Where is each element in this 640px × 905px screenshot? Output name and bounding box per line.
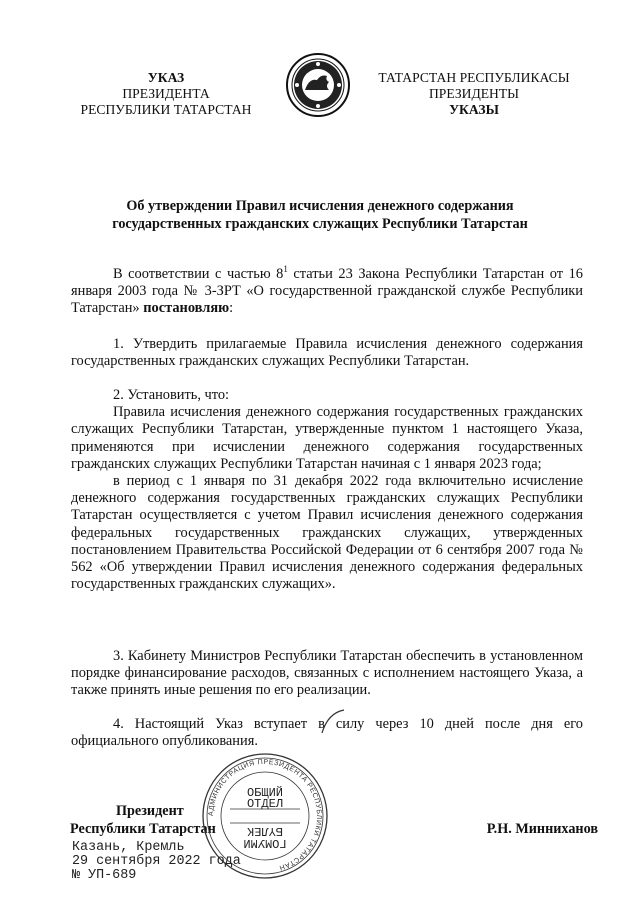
preamble-part1: В соответствии с частью 8 (113, 266, 284, 282)
item-3-text: 3. Кабинету Министров Республики Татарстан обеспечить в установленном порядке финансирование расходов, связанных с исполнением настоящего Указа, а также принять иные решения по его реализации. (71, 648, 583, 699)
document-title (70, 198, 570, 233)
header-right-line3: УКАЗЫ (449, 102, 499, 117)
stamp-line3: ГОМУМИ (243, 836, 287, 850)
header-left-line3: РЕСПУБЛИКИ ТАТАРСТАН (80, 102, 252, 117)
stamp-line2: ОТДЕЛ (246, 797, 284, 811)
header-right-line2: ПРЕЗИДЕНТЫ (428, 86, 520, 101)
header-right (358, 70, 590, 118)
preamble-part2: статьи 23 Закона Республики Татарстан от 16 января 2003 года № 3-ЗРТ «О государственной гражданской службе Республики Татарстан» (71, 266, 584, 317)
item-1 (71, 336, 583, 370)
meta-place: Казань, Кремль (72, 840, 185, 855)
meta-number: № УП-689 (72, 867, 137, 883)
signature-name: Р.Н. Минниханов (486, 821, 598, 837)
item-2-head: 2. Установить, что: (113, 387, 230, 403)
stamp-ring-text: АДМИНИСТРАЦИЯ ПРЕЗИДЕНТА РЕСПУБЛИКИ ТАТАРСТАН (207, 758, 323, 872)
item-2 (71, 387, 583, 593)
coat-of-arms-icon (285, 52, 351, 118)
registration-info (72, 841, 241, 882)
stamp-line1: ОБЩИЙ (246, 786, 284, 800)
title-line2: государственных гражданских служащих Республики Татарстан (112, 215, 528, 232)
signature-title-line2: Республики Татарстан (70, 821, 216, 837)
title-line1: Об утверждении Правил исчисления денежного содержания (126, 198, 514, 214)
header-left (60, 70, 272, 118)
preamble (71, 266, 583, 318)
item-2-para1: Правила исчисления денежного содержания государственных гражданских служащих Республики Татарстан, утвержденные пунктом 1 настоящего Указа, применяются при исчислении денежного содержания государственных гражданских служащих Республики Татарстан начиная с 1 января 2023 года; (71, 404, 583, 472)
stamp-line4: БҮЛЕК (246, 824, 284, 838)
preamble-sup: 1 (283, 264, 288, 275)
handwritten-mark-icon (318, 707, 348, 737)
header-left-line2: ПРЕЗИДЕНТА (122, 86, 210, 101)
item-1-text: 1. Утвердить прилагаемые Правила исчисления денежного содержания государственных гражданских служащих Республики Татарстан. (71, 336, 583, 370)
item-3 (71, 648, 583, 700)
signature-title-line1: Президент (116, 803, 184, 819)
meta-date: 29 сентября 2022 года (72, 853, 241, 869)
item-2-para2: в период с 1 января по 31 декабря 2022 года включительно исчисление денежного содержания государственных гражданских служащих Республики Татарстан осуществляется с учетом Правил исчисления денежного содержания федеральных государственных гражданских служащих, утвержденных постановлением Правительства Российской Федерации от 6 сентября 2007 года № 562 «Об утверждении Правил исчисления денежного содержания федеральных государственных гражданских служащих». (71, 473, 583, 593)
preamble-bold: постановляю (143, 300, 230, 317)
preamble-end: : (229, 300, 234, 317)
item-4-text: 4. Настоящий Указ вступает в силу через 10 дней после дня его официального опубликования. (71, 716, 583, 750)
header-right-line1: ТАТАРСТАН РЕСПУБЛИКАСЫ (378, 70, 570, 85)
header-left-line1: УКАЗ (147, 70, 185, 85)
